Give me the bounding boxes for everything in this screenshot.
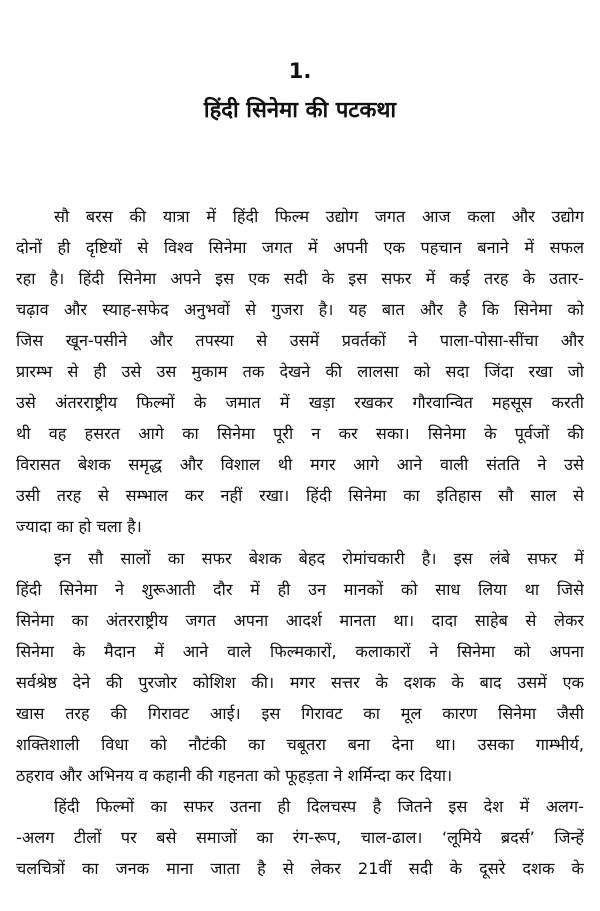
text-line: खास तरह की गिरावट आई। इस गिरावट का मूल कारण सिनेमा जैसी bbox=[16, 703, 584, 723]
chapter-title: हिंदी सिनेमा की पटकथा bbox=[203, 98, 397, 123]
text-line: शक्तिशाली विधा को नौटंकी का चबूतरा बना देना था। उसका गाम्भीर्य, bbox=[16, 734, 584, 754]
text-line: चलचित्रों का जनक माना जाता है से लेकर 21वीं सदी के दूसरे दशक के bbox=[16, 858, 584, 878]
text-line: ठहराव और अभिनय व कहानी की गहनता को फूहड़ता ने शर्मिन्दा कर दिया। bbox=[16, 765, 453, 785]
text-line: दोनों ही दृष्टियों से विश्व सिनेमा जगत में अपनी एक पहचान बनाने में सफल bbox=[16, 238, 584, 258]
text-line: थी वह हसरत आगे का सिनेमा पूरी न कर सका। सिनेमा के पूर्वजों की bbox=[16, 424, 584, 444]
text-line: उसे अंतरराष्ट्रीय फिल्मों के जमात में खड़ा रखकर गौरवान्वित महसूस करती bbox=[16, 393, 584, 413]
text-line: रहा है। हिंदी सिनेमा अपने इस एक सदी के इस सफर में कई तरह के उतार- bbox=[16, 269, 584, 289]
text-line: सर्वश्रेष्ठ देने की पुरजोर कोशिश की। मगर सत्तर के दशक के बाद उसमें एक bbox=[16, 672, 584, 692]
text-line: -अलग टीलों पर बसे समाजों का रंग-रूप, चाल-ढाल। ‘लूमिये ब्रदर्स’ जिन्हें bbox=[16, 827, 584, 847]
body-text bbox=[16, 201, 584, 884]
text-line: हिंदी फिल्मों का सफर उतना ही दिलचस्प है जितने इस देश में अलग- bbox=[54, 796, 584, 816]
text-line: सौ बरस की यात्रा में हिंदी फिल्म उद्योग जगत आज कला और उद्योग bbox=[54, 207, 584, 226]
text-line: इन सौ सालों का सफर बेशक बेहद रोमांचकारी है। इस लंबे सफर में bbox=[54, 548, 584, 568]
text-line: सिनेमा का अंतरराष्ट्रीय जगत अपना आदर्श मानता था। दादा साहेब से लेकर bbox=[16, 610, 584, 630]
text-line: ज्यादा का हो चला है। bbox=[16, 517, 142, 537]
text-line: प्रारम्भ से ही उसे उस मुकाम तक देखने की लालसा को सदा जिंदा रखा जो bbox=[16, 362, 584, 382]
text-line: चढ़ाव और स्याह-सफेद अनुभवों से गुजरा है। यह बात और है कि सिनेमा को bbox=[16, 300, 584, 320]
text-line: जिस खून-पसीने और तपस्या से उसमें प्रवर्तकों ने पाला-पोसा-सींचा और bbox=[16, 331, 584, 351]
chapter-number: 1. bbox=[288, 59, 312, 83]
text-line: हिंदी सिनेमा ने शुरूआती दौर में ही उन मानकों को साध लिया था जिसे bbox=[16, 579, 584, 599]
text-line: विरासत बेशक समृद्ध और विशाल थी मगर आगे आने वाली संतति ने उसे bbox=[16, 455, 584, 475]
text-line: सिनेमा के मैदान में आने वाले फिल्मकारों, कलाकारों ने सिनेमा को अपना bbox=[16, 641, 584, 661]
text-line: उसी तरह से सम्भाल कर नहीं रखा। हिंदी सिनेमा का इतिहास सौ साल से bbox=[16, 486, 584, 506]
